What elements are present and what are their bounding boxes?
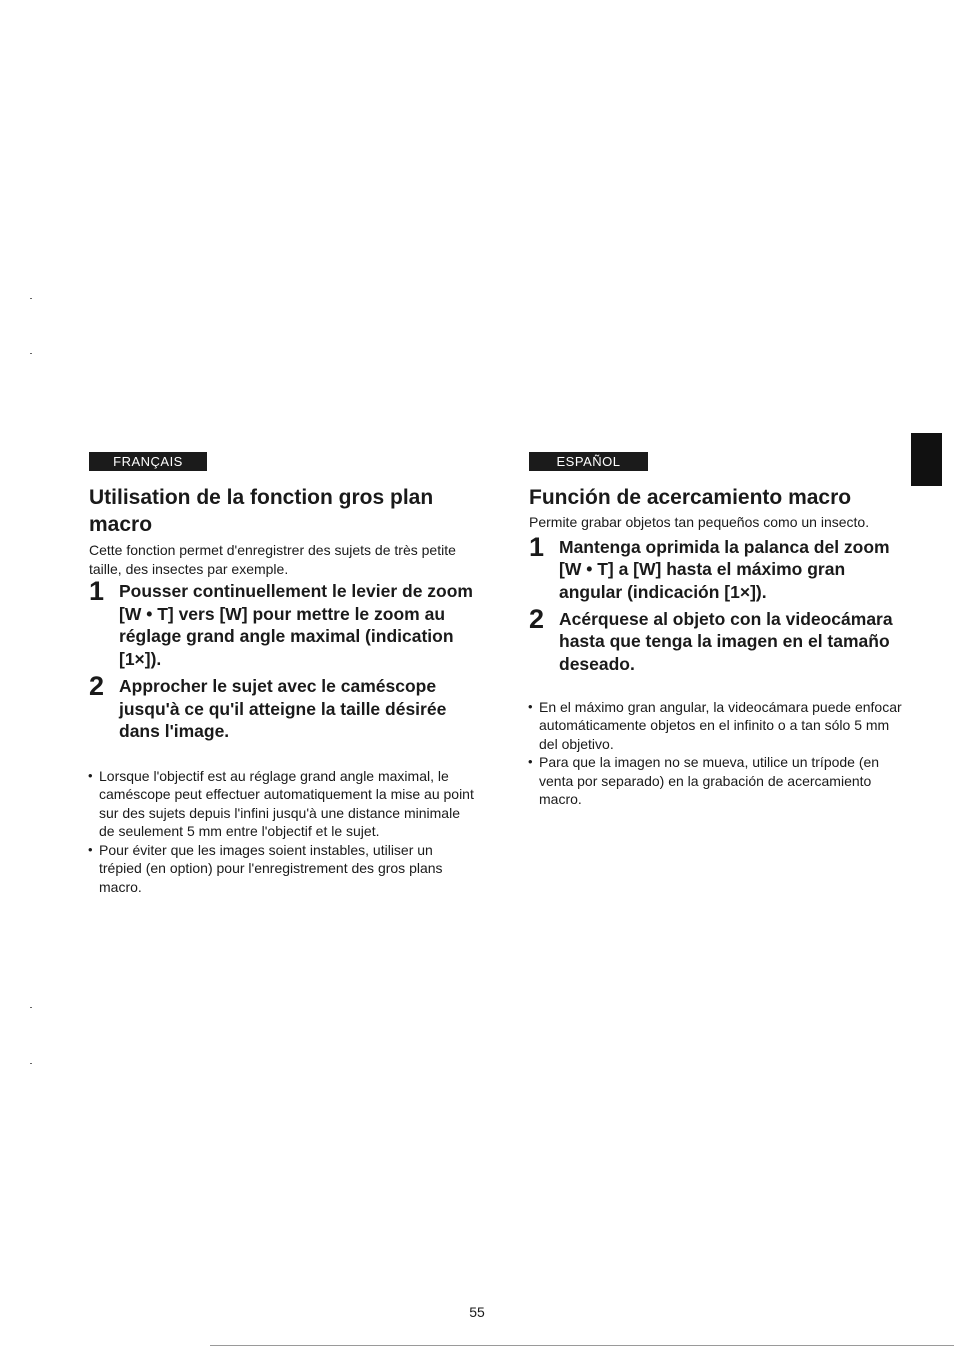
step-1-french xyxy=(89,576,474,671)
step-text: Approcher le sujet avec le caméscope jusqu'à ce qu'il atteigne la taille désirée dans l'image. xyxy=(119,675,447,742)
scan-speck xyxy=(30,1007,32,1008)
scan-speck xyxy=(30,1063,32,1064)
step-2-french xyxy=(89,670,474,743)
section-title-french: Utilisation de la fonction gros plan macro xyxy=(89,486,434,536)
step-number: 2 xyxy=(529,603,545,634)
page-number: 55 xyxy=(469,1304,485,1320)
step-number: 1 xyxy=(89,576,105,606)
section-title-spanish: Función de acercamiento macro xyxy=(529,486,852,509)
step-number: 1 xyxy=(529,531,545,562)
step-text: Mantenga oprimida la palanca del zoom [W • T] a [W] hasta el máximo gran angular (indicación [1×]). xyxy=(559,536,890,602)
scan-speck xyxy=(30,298,32,299)
step-1-spanish xyxy=(529,531,909,604)
step-2-spanish xyxy=(529,603,909,676)
language-label-spanish: ESPAÑOL xyxy=(529,452,648,471)
step-number: 2 xyxy=(89,670,105,701)
intro-text-french: Cette fonction permet d'enregistrer des sujets de très petite taille, des insectes par exemple. xyxy=(89,542,456,577)
notes-spanish xyxy=(529,698,909,809)
note-item: • Lorsque l'objectif est au réglage grand angle maximal, le caméscope peut effectuer automatiquement la mise au point sur des sujets depuis l'infini jusqu'à une distance minimale de seulement 5 mm entre l'objectif et le sujet. xyxy=(89,767,474,841)
step-text: Pousser continuellement le levier de zoom [W • T] vers [W] pour mettre le zoom au réglage grand angle maximal (indication [1×]). xyxy=(119,581,473,670)
step-text: Acérquese al objeto con la videocámara hasta que tenga la imagen en el tamaño deseado. xyxy=(559,608,893,675)
language-label-french: FRANÇAIS xyxy=(89,452,207,471)
note-item: • Para que la imagen no se mueva, utilice un trípode (en venta por separado) en la grabación de acercamiento macro. xyxy=(529,753,909,809)
notes-french xyxy=(89,767,474,897)
intro-text-spanish: Permite grabar objetos tan pequeños como un insecto. xyxy=(529,514,870,530)
french-section xyxy=(89,452,474,896)
scan-speck xyxy=(30,353,32,354)
black-edge-tab xyxy=(911,433,942,486)
note-item: • Pour éviter que les images soient instables, utiliser un trépied (en option) pour l'enregistrement des gros plans macro. xyxy=(89,841,474,897)
bottom-rule xyxy=(210,1345,954,1346)
note-item: • En el máximo gran angular, la videocámara puede enfocar automáticamente objetos en el infinito o a tan sólo 5 mm del objetivo. xyxy=(529,698,909,754)
spanish-section xyxy=(529,452,909,809)
